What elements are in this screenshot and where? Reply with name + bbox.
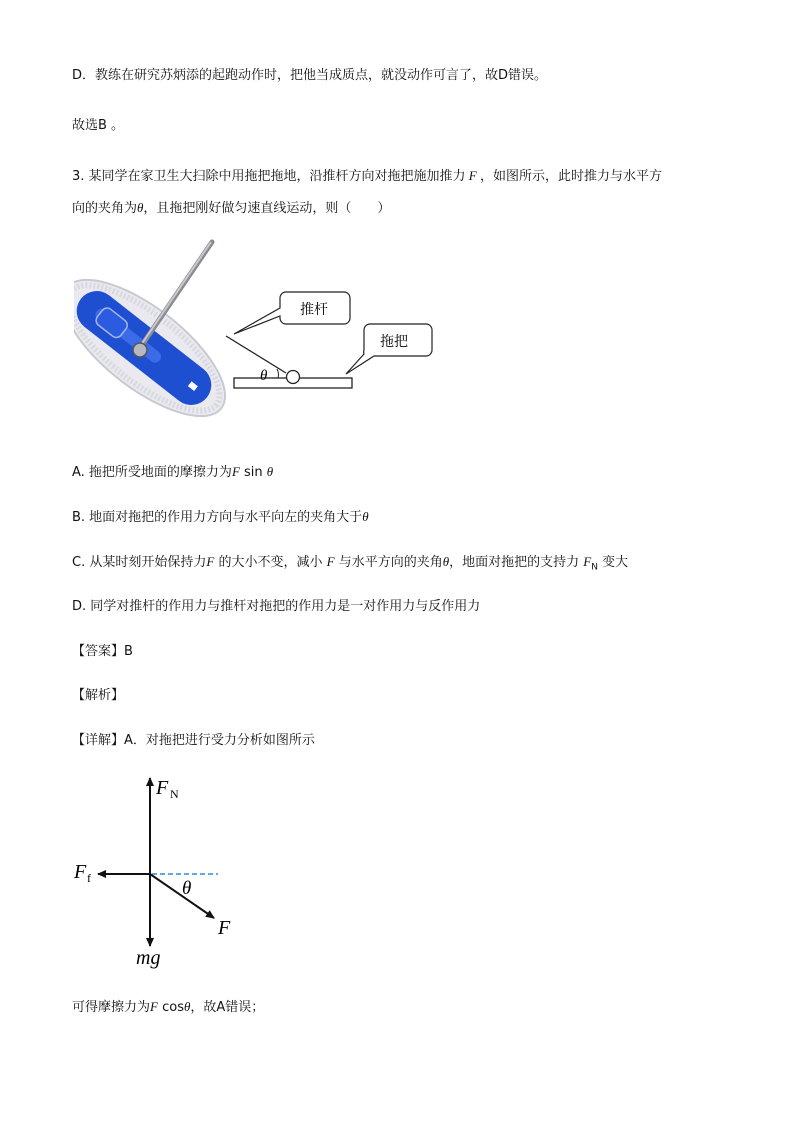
mop-figure [74, 238, 434, 438]
option-a-F: F [231, 464, 240, 479]
option-b-theta: θ [362, 509, 369, 524]
option-c-F2: F [326, 554, 335, 569]
option-c [72, 552, 628, 578]
option-a-theta: θ [266, 464, 274, 479]
option-c-text-3: 与水平方向的夹角 [338, 555, 443, 570]
conclusion-cos: cos [162, 1000, 184, 1015]
theta-symbol: θ [137, 200, 144, 215]
force-symbol: F [465, 168, 480, 183]
answer-label: 【答案】B [72, 644, 133, 659]
conclusion-F: F [150, 999, 158, 1014]
option-a [72, 462, 273, 483]
conclusion-line [72, 997, 264, 1018]
angle-arc [277, 369, 278, 378]
conclusion-pre: 可得摩擦力为 [72, 1000, 151, 1015]
option-c-FN: F [583, 554, 592, 569]
option-c-FN-sub: N [591, 562, 598, 573]
question-3-text: 3. 某同学在家卫生大扫除中用拖把拖地，沿推杆方向对拖把施加推力 [72, 169, 466, 184]
gravity-label: mg [136, 947, 161, 969]
mop-joint [133, 343, 147, 357]
friction-label: F [74, 861, 87, 883]
push-force-label: F [218, 917, 231, 939]
text-line-answer-choice: 故选B 。 [72, 118, 125, 133]
option-c-text-2: 的大小不变，减小 [218, 555, 323, 570]
force-diagram [72, 770, 252, 970]
callout-mop-label: 拖把 [380, 334, 408, 350]
option-c-theta: θ [442, 554, 450, 569]
option-c-text-1: C. 从某时刻开始保持力 [72, 555, 207, 570]
analysis-label: 【解析】 [72, 688, 125, 703]
conclusion-theta: θ [183, 999, 191, 1014]
option-c-text-5: 变大 [602, 555, 629, 570]
callout-rod [234, 292, 350, 334]
question-3-line-2 [72, 198, 390, 219]
detail-line: 【详解】A．对拖把进行受力分析如图所示 [72, 733, 315, 748]
question-3-text-c: 向的夹角为 [72, 201, 138, 216]
push-rod-line [226, 336, 286, 373]
normal-force-sub: N [170, 787, 179, 801]
theta-angle-label: θ [182, 878, 192, 899]
option-b [72, 507, 369, 528]
option-d: D. 同学对推杆的作用力与推杆对拖把的作用力是一对作用力与反作用力 [72, 599, 481, 614]
conclusion-post: ，故A错误； [190, 1000, 265, 1015]
callout-rod-label: 推杆 [300, 302, 328, 318]
friction-sub: f [87, 871, 91, 885]
mop-head-circle [287, 371, 300, 384]
question-3-line-1 [72, 166, 662, 187]
theta-label: θ [260, 368, 268, 384]
question-3-text-d: ，且拖把刚好做匀速直线运动，则（ ） [143, 201, 391, 216]
text-line-d: D．教练在研究苏炳添的起跑动作时，把他当成质点，就没动作可言了，故D错误。 [72, 68, 548, 83]
option-a-text: A. 拖把所受地面的摩擦力为 [72, 465, 232, 480]
mop-photo [74, 256, 246, 438]
question-3-text-b: ，如图所示，此时推力与水平方 [480, 169, 663, 184]
option-c-text-4: ，地面对拖把的支持力 [449, 555, 580, 570]
normal-force-label: F [156, 777, 169, 799]
option-a-sin: sin [244, 465, 263, 480]
option-b-text: B. 地面对拖把的作用力方向与水平向左的夹角大于 [72, 510, 363, 525]
option-c-F: F [206, 554, 215, 569]
